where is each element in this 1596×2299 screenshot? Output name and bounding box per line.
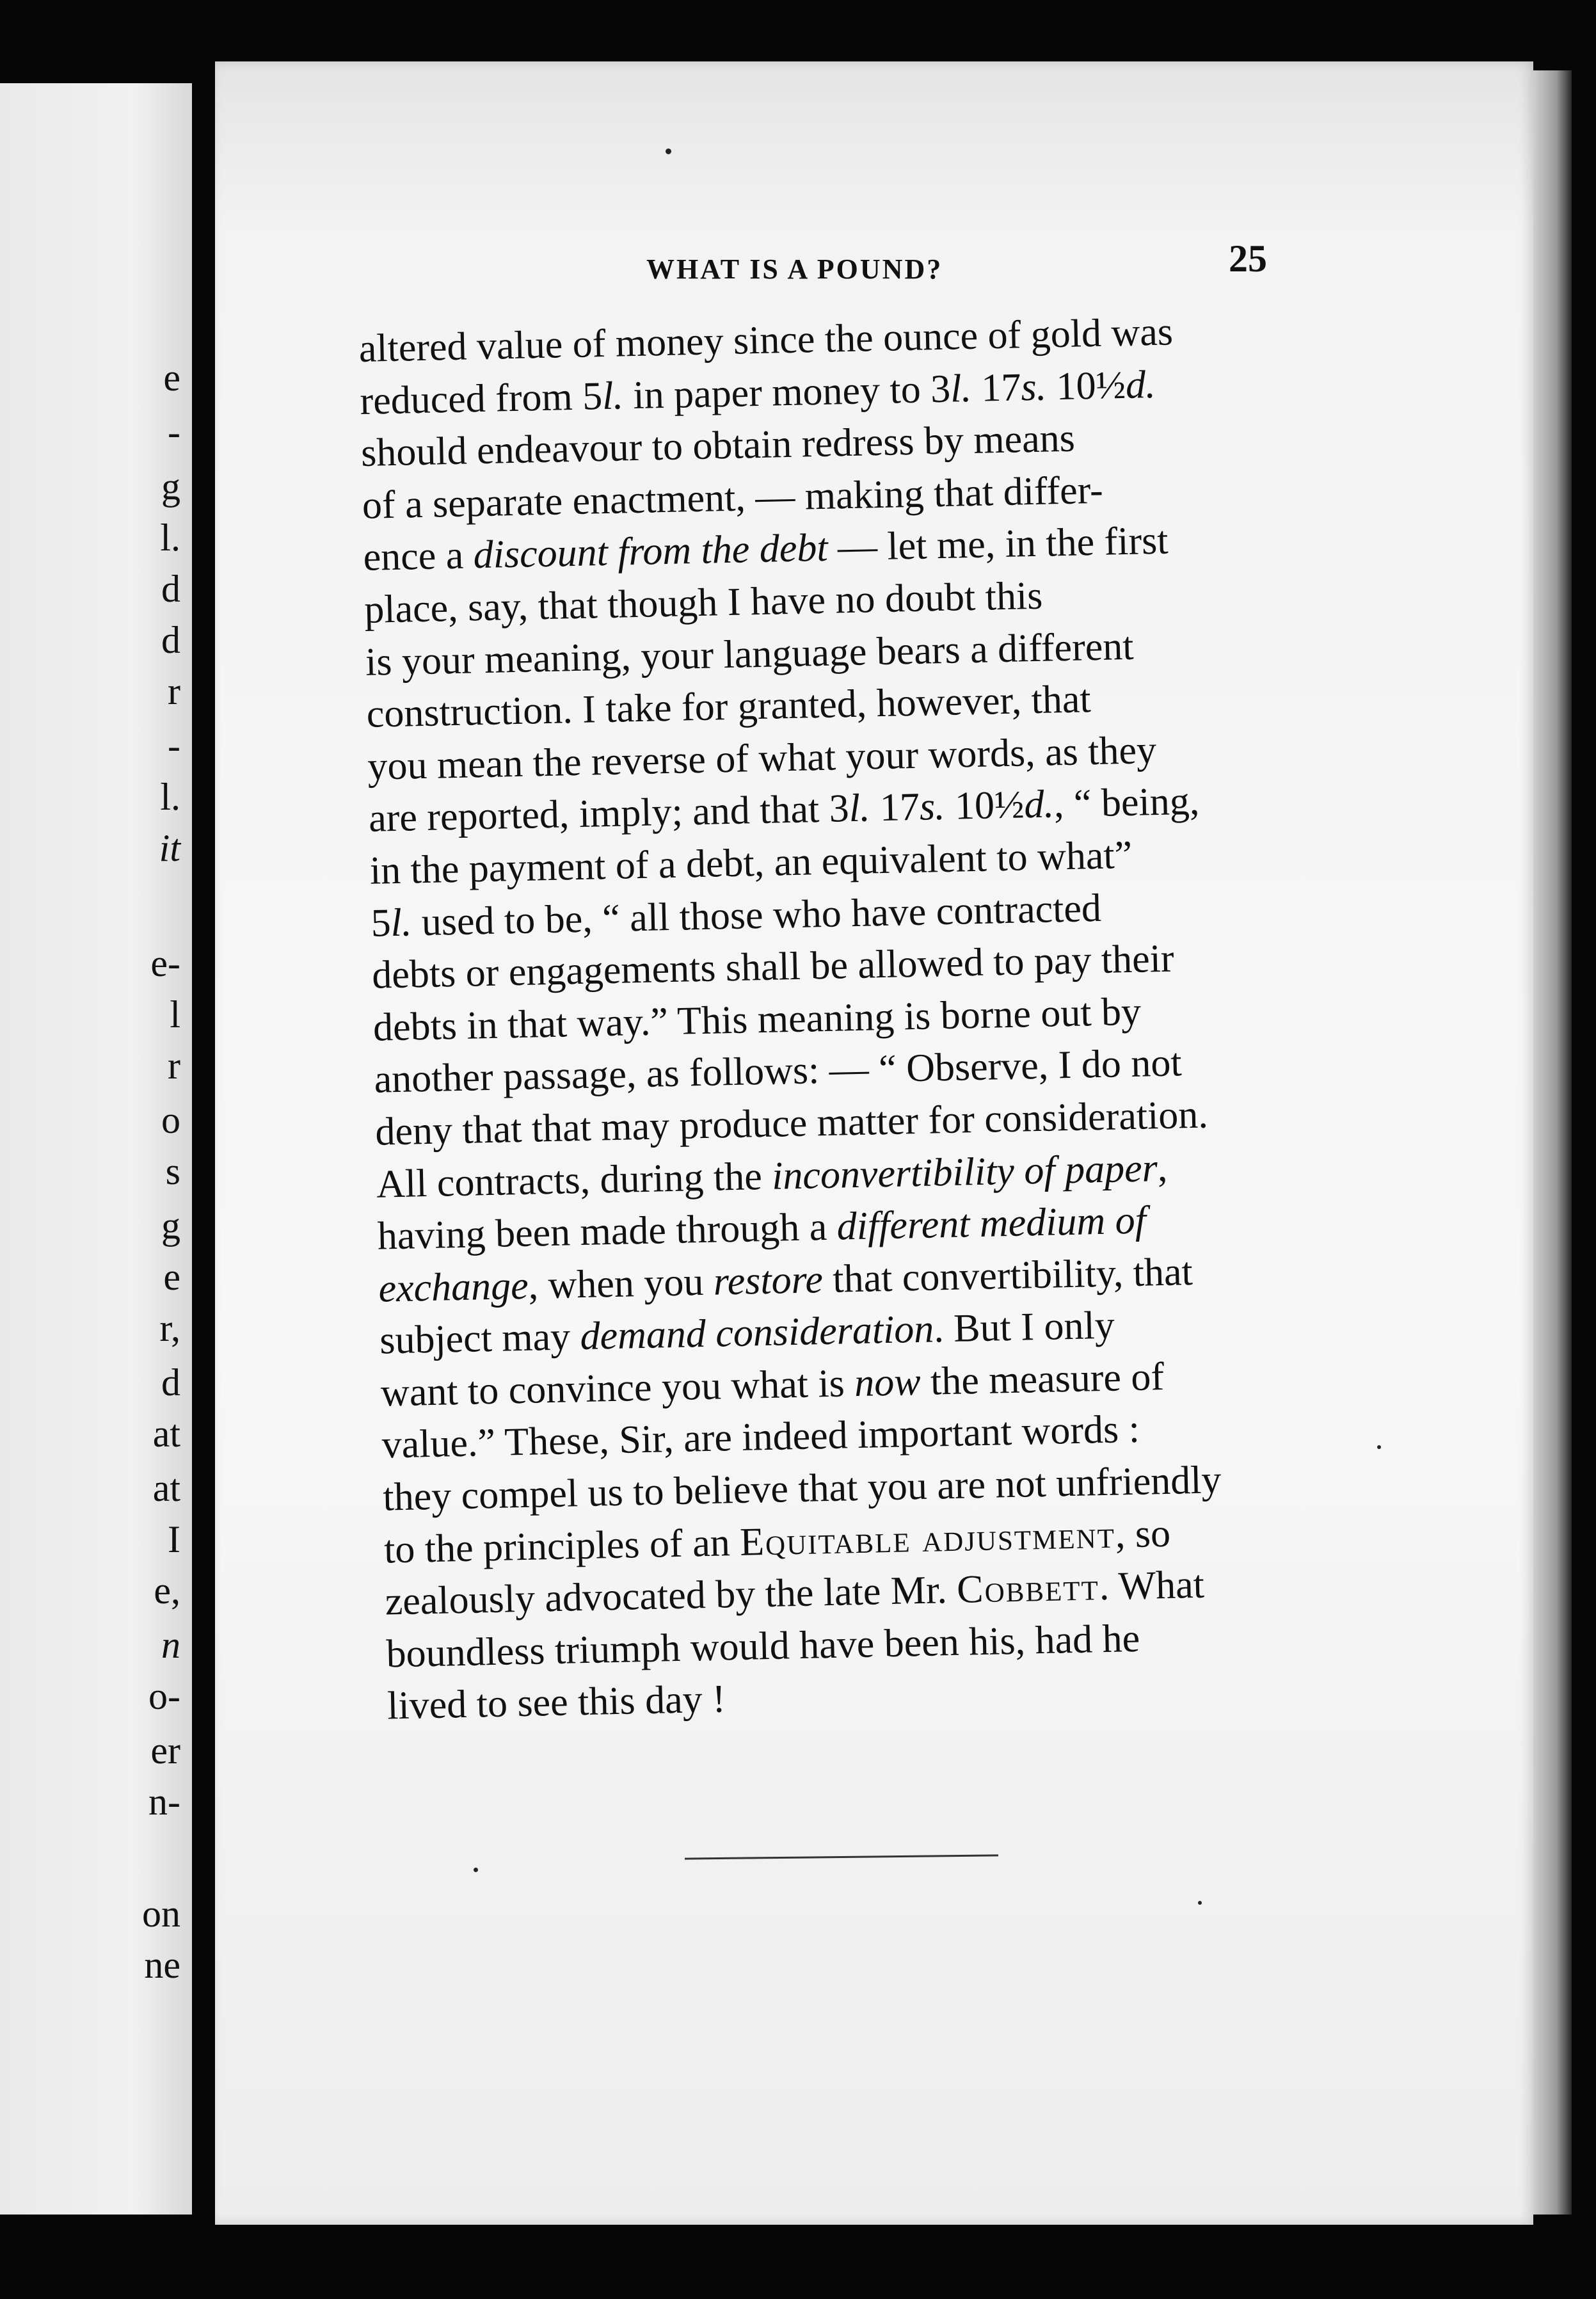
text-line: should endeavour to obtain redress by means — [360, 416, 1076, 476]
left-page-text-fragment: d — [161, 1361, 180, 1404]
left-page-text-fragment: l — [170, 993, 180, 1036]
text-line: boundless triumph would have been his, had he — [385, 1616, 1140, 1676]
left-facing-page — [0, 83, 192, 2215]
text-line: another passage, as follows: — “ Observe, I do not — [374, 1041, 1183, 1102]
left-page-text-fragment: er — [150, 1729, 180, 1772]
ink-speck — [666, 148, 671, 154]
left-page-text-fragment: g — [161, 1205, 180, 1247]
text-line: having been made through a different medium of — [377, 1198, 1147, 1258]
left-page-text-fragment: r — [168, 670, 180, 712]
text-line: deny that that may produce matter for consideration. — [374, 1093, 1209, 1154]
left-page-text-fragment: g — [161, 465, 180, 508]
left-page-text-fragment: - — [168, 725, 180, 767]
text-line: is your meaning, your language bears a different — [365, 624, 1135, 684]
text-line: of a separate enactment, — making that differ- — [362, 468, 1104, 527]
left-page-text-fragment: o — [161, 1099, 180, 1141]
left-page-text-fragment: e — [163, 356, 180, 399]
left-page-text-fragment: e, — [154, 1569, 180, 1612]
text-line: 5l. used to be, “ all those who have contracted — [370, 886, 1102, 945]
page-edge — [1533, 70, 1572, 2215]
body-text — [358, 303, 1322, 1733]
left-page-text-fragment: on — [142, 1893, 180, 1935]
text-line: value.” These, Sir, are indeed important words : — [381, 1407, 1140, 1468]
ink-speck — [1198, 1901, 1202, 1905]
left-page-text-fragment: l. — [160, 517, 180, 559]
left-page-text-fragment: n- — [148, 1781, 180, 1823]
text-line: construction. I take for granted, however, that — [366, 677, 1092, 737]
left-page-text-fragment: r — [168, 1045, 180, 1087]
left-page-text-fragment: e- — [150, 942, 180, 984]
left-page-text-fragment: I — [168, 1518, 180, 1560]
left-page-text-fragment: - — [168, 411, 180, 453]
text-line: you mean the reverse of what your words, as they — [367, 728, 1157, 789]
left-page-text-fragment: s — [165, 1150, 180, 1192]
text-line: to the principles of an Equitable adjustment, so — [383, 1511, 1171, 1572]
left-page-text-fragment: at — [152, 1467, 180, 1509]
text-line: All contracts, during the inconvertibility of paper, — [376, 1146, 1168, 1206]
left-page-text-fragment: e — [163, 1256, 180, 1298]
text-line: altered value of money since the ounce of gold was — [358, 310, 1174, 371]
left-page-text-fragment: ne — [144, 1944, 180, 1986]
text-line: lived to see this day ! — [387, 1677, 726, 1728]
left-page-text-fragment: n — [161, 1624, 180, 1666]
left-page-text-fragment: l. — [160, 776, 180, 818]
text-line: debts or engagements shall be allowed to pay their — [371, 936, 1175, 997]
page-number: 25 — [1229, 237, 1267, 280]
text-line: debts in that way.” This meaning is borne out by — [372, 989, 1142, 1050]
text-line: place, say, that though I have no doubt this — [363, 573, 1043, 632]
left-page-text-fragment: it — [159, 827, 180, 869]
text-line: they compel us to believe that you are not unfriendly — [382, 1458, 1222, 1519]
text-line: want to convince you what is now the measure of — [380, 1354, 1165, 1415]
left-page-text-fragment: d — [161, 619, 180, 661]
text-line: in the payment of a debt, an equivalent to what” — [369, 833, 1133, 893]
text-line: are reported, imply; and that 3l. 17s. 10½d., “ being, — [368, 779, 1200, 841]
running-title: WHAT IS A POUND? — [646, 253, 943, 285]
text-line: reduced from 5l. in paper money to 3l. 17s. 10½d. — [359, 362, 1156, 423]
text-line: zealously advocated by the late Mr. Cobbett. What — [385, 1563, 1205, 1624]
text-line: ence a discount from the debt — let me, in the first — [362, 518, 1169, 580]
left-page-text-fragment: d — [161, 568, 180, 610]
ink-speck — [474, 1868, 478, 1872]
left-page-text-fragment: o- — [148, 1675, 180, 1717]
left-page-text-fragment: at — [152, 1413, 180, 1455]
text-line: subject may demand consideration. But I only — [379, 1303, 1115, 1363]
left-page-text-fragment: r, — [159, 1307, 180, 1349]
ink-speck — [1377, 1445, 1381, 1449]
text-line: exchange, when you restore that convertibility, that — [378, 1249, 1193, 1311]
book-gutter — [192, 0, 218, 2299]
